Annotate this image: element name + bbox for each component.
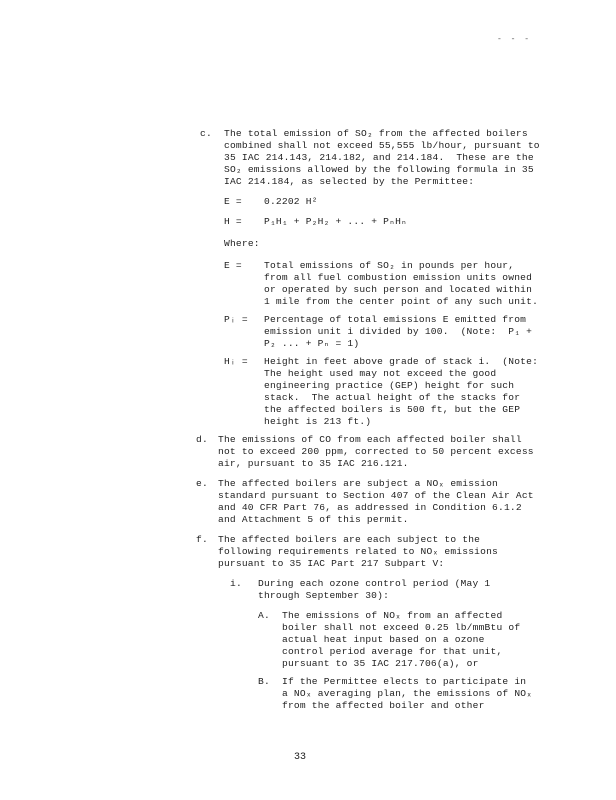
formula-h-rhs: P₁H₁ + P₂H₂ + ... + PₙHₙ [264, 216, 408, 227]
item-f-i-a-line: boiler shall not exceed 0.25 lb/mmBtu of [282, 622, 521, 633]
definition-line: or operated by such person and located within [264, 284, 533, 295]
item-f-i-a-line: pursuant to 35 IAC 217.706(a), or [282, 658, 479, 669]
item-e-line: The affected boilers are subject a NOₓ emission [218, 478, 498, 489]
definition-line: Percentage of total emissions E emitted from [264, 314, 527, 325]
item-e-marker: e. [196, 478, 208, 489]
item-e-line: standard pursuant to Section 407 of the Clean Air Act [218, 490, 534, 501]
definition-term: Hᵢ = [224, 356, 248, 367]
item-f-i-b-line: from the affected boiler and other [282, 700, 485, 711]
item-d-line: not to exceed 200 ppm, corrected to 50 percent excess [218, 446, 534, 457]
formula-h-lhs: H = [224, 216, 242, 227]
item-f-marker: f. [196, 534, 208, 545]
item-f-i-marker: i. [230, 578, 242, 589]
formula-e-rhs: 0.2202 H² [264, 196, 318, 207]
corner-mark: - - - [497, 35, 532, 44]
definition-term: E = [224, 260, 242, 271]
item-f-line: following requirements related to NOₓ emissions [218, 546, 498, 557]
item-c-line: The total emission of SO₂ from the affected boilers [224, 128, 528, 139]
definition-term: Pᵢ = [224, 314, 248, 325]
item-f-line: The affected boilers are each subject to the [218, 534, 481, 545]
definition-line: the affected boilers is 500 ft, but the GEP [264, 404, 521, 415]
item-f-i-line: through September 30): [258, 590, 390, 601]
item-c-line: IAC 214.184, as selected by the Permittee: [224, 176, 475, 187]
page-number: 33 [294, 752, 307, 763]
item-d-line: air, pursuant to 35 IAC 216.121. [218, 458, 409, 469]
item-d-marker: d. [196, 434, 208, 445]
definition-line: Total emissions of SO₂ in pounds per hour, [264, 260, 515, 271]
formula-e-lhs: E = [224, 196, 242, 207]
item-f-i-a-marker: A. [258, 610, 270, 621]
item-c-line: combined shall not exceed 55,555 lb/hour, pursuant to [224, 140, 540, 151]
item-f-i-b-line: a NOₓ averaging plan, the emissions of NOₓ [282, 688, 533, 699]
definition-line: Height in feet above grade of stack i. (Note: [264, 356, 539, 367]
item-e-line: and Attachment 5 of this permit. [218, 514, 409, 525]
definition-line: from all fuel combustion emission units owned [264, 272, 533, 283]
definition-line: 1 mile from the center point of any such unit. [264, 296, 539, 307]
item-f-line: pursuant to 35 IAC Part 217 Subpart V: [218, 558, 445, 569]
definition-line: height is 213 ft.) [264, 416, 372, 427]
definition-line: stack. The actual height of the stacks for [264, 392, 521, 403]
item-c-line: 35 IAC 214.143, 214.182, and 214.184. These are the [224, 152, 534, 163]
item-f-i-a-line: actual heat input based on a ozone [282, 634, 485, 645]
definition-line: engineering practice (GEP) height for such [264, 380, 515, 391]
definition-line: The height used may not exceed the good [264, 368, 497, 379]
item-c-line: SO₂ emissions allowed by the following formula in 35 [224, 164, 534, 175]
item-f-i-a-line: The emissions of NOₓ from an affected [282, 610, 503, 621]
item-e-line: and 40 CFR Part 76, as addressed in Condition 6.1.2 [218, 502, 522, 513]
item-f-i-b-line: If the Permittee elects to participate in [282, 676, 527, 687]
where-label: Where: [224, 238, 260, 249]
item-c-marker: c. [200, 128, 212, 139]
definition-line: P₂ ... + Pₙ = 1) [264, 338, 360, 349]
item-f-i-line: During each ozone control period (May 1 [258, 578, 491, 589]
definition-line: emission unit i divided by 100. (Note: P₁ + [264, 326, 533, 337]
item-f-i-b-marker: B. [258, 676, 270, 687]
item-d-line: The emissions of CO from each affected boiler shall [218, 434, 522, 445]
item-f-i-a-line: control period average for that unit, [282, 646, 503, 657]
